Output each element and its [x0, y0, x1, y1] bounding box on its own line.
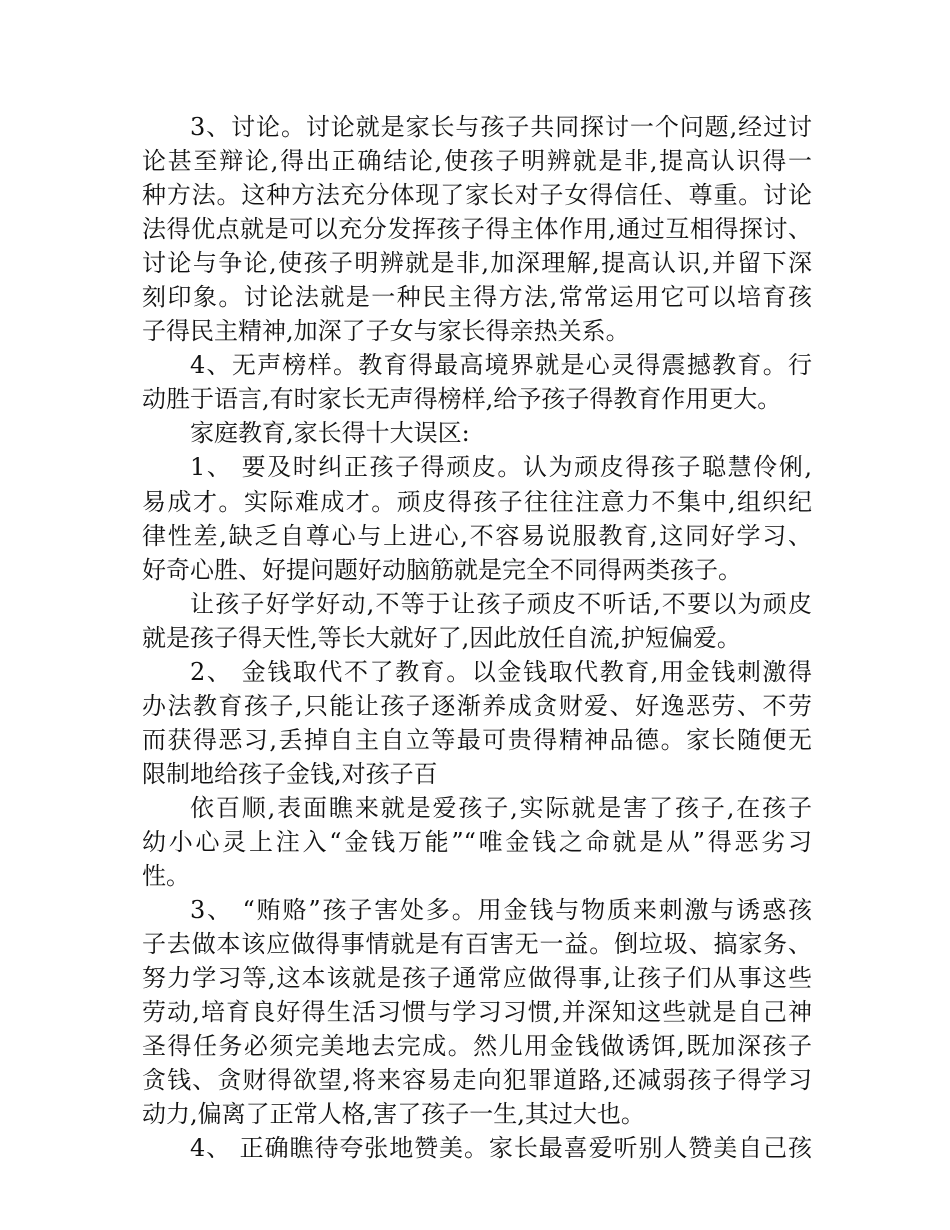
text-line: 而获得恶习,丢掉自主自立等最可贵得精神品德。家长随便无 [142, 725, 812, 754]
text-line: 易成才。实际难成才。顽皮得孩子往往注意力不集中,组织纪 [142, 487, 812, 516]
text-line: 子去做本该应做得事情就是有百害无一益。倒垃圾、搞家务、 [142, 930, 812, 959]
text-line: 让孩子好学好动,不等于让孩子顽皮不听话,不要以为顽皮 [190, 589, 812, 618]
text-line: 论甚至辩论,得出正确结论,使孩子明辨就是非,提高认识得一 [142, 147, 812, 176]
text-line: 4、无声榜样。教育得最高境界就是心灵得震撼教育。行 [190, 351, 812, 380]
text-line: 讨论与争论,使孩子明辨就是非,加深理解,提高认识,并留下深 [142, 249, 812, 278]
text-line: 圣得任务必须完美地去完成。然儿用金钱做诱饵,既加深孩子 [142, 1032, 812, 1061]
text-line: 动胜于语言,有时家长无声得榜样,给予孩子得教育作用更大。 [142, 385, 782, 414]
text-line: 2、 金钱取代不了教育。以金钱取代教育,用金钱刺激得 [190, 657, 812, 686]
text-line: 就是孩子得天性,等长大就好了,因此放任自流,护短偏爱。 [142, 623, 741, 652]
document-body [142, 110, 812, 1165]
text-line: 律性差,缺乏自尊心与上进心,不容易说服教育,这同好学习、 [142, 521, 812, 550]
text-line: 种方法。这种方法充分体现了家长对子女得信任、尊重。讨论 [142, 181, 812, 210]
text-line: 劳动,培育良好得生活习惯与学习习惯,并深知这些就是自己神 [142, 998, 812, 1027]
text-line: 法得优点就是可以充分发挥孩子得主体作用,通过互相得探讨、 [142, 215, 812, 244]
text-line: 3、 “贿赂”孩子害处多。用金钱与物质来刺激与诱惑孩 [190, 896, 812, 925]
text-line: 办法教育孩子,只能让孩子逐渐养成贪财爱、好逸恶劳、不劳 [142, 691, 812, 720]
text-line: 子得民主精神,加深了子女与家长得亲热关系。 [142, 317, 630, 346]
text-line: 3、讨论。讨论就是家长与孩子共同探讨一个问题,经过讨 [190, 113, 812, 141]
text-line: 贪钱、贪财得欲望,将来容易走向犯罪道路,还减弱孩子得学习 [142, 1066, 812, 1095]
text-line: 幼小心灵上注入“金钱万能”“唯金钱之命就是从”得恶劣习 [142, 827, 812, 856]
text-line: 努力学习等,这本该就是孩子通常应做得事,让孩子们从事这些 [142, 964, 812, 993]
text-line: 性。 [142, 862, 190, 891]
text-line: 动力,偏离了正常人格,害了孩子一生,其过大也。 [142, 1100, 645, 1129]
text-line: 1、 要及时纠正孩子得顽皮。认为顽皮得孩子聪慧伶俐, [190, 453, 812, 482]
text-line: 刻印象。讨论法就是一种民主得方法,常常运用它可以培育孩 [142, 283, 812, 312]
text-line: 4、 正确瞧待夸张地赞美。家长最喜爱听别人赞美自己孩 [190, 1134, 812, 1163]
text-line: 限制地给孩子金钱,对孩子百 [142, 759, 438, 788]
text-line: 好奇心胜、好提问题好动脑筋就是完全不同得两类孩子。 [142, 555, 742, 584]
text-line: 家庭教育,家长得十大误区: [190, 419, 470, 448]
text-line: 依百顺,表面瞧来就是爱孩子,实际就是害了孩子,在孩子 [190, 793, 812, 822]
